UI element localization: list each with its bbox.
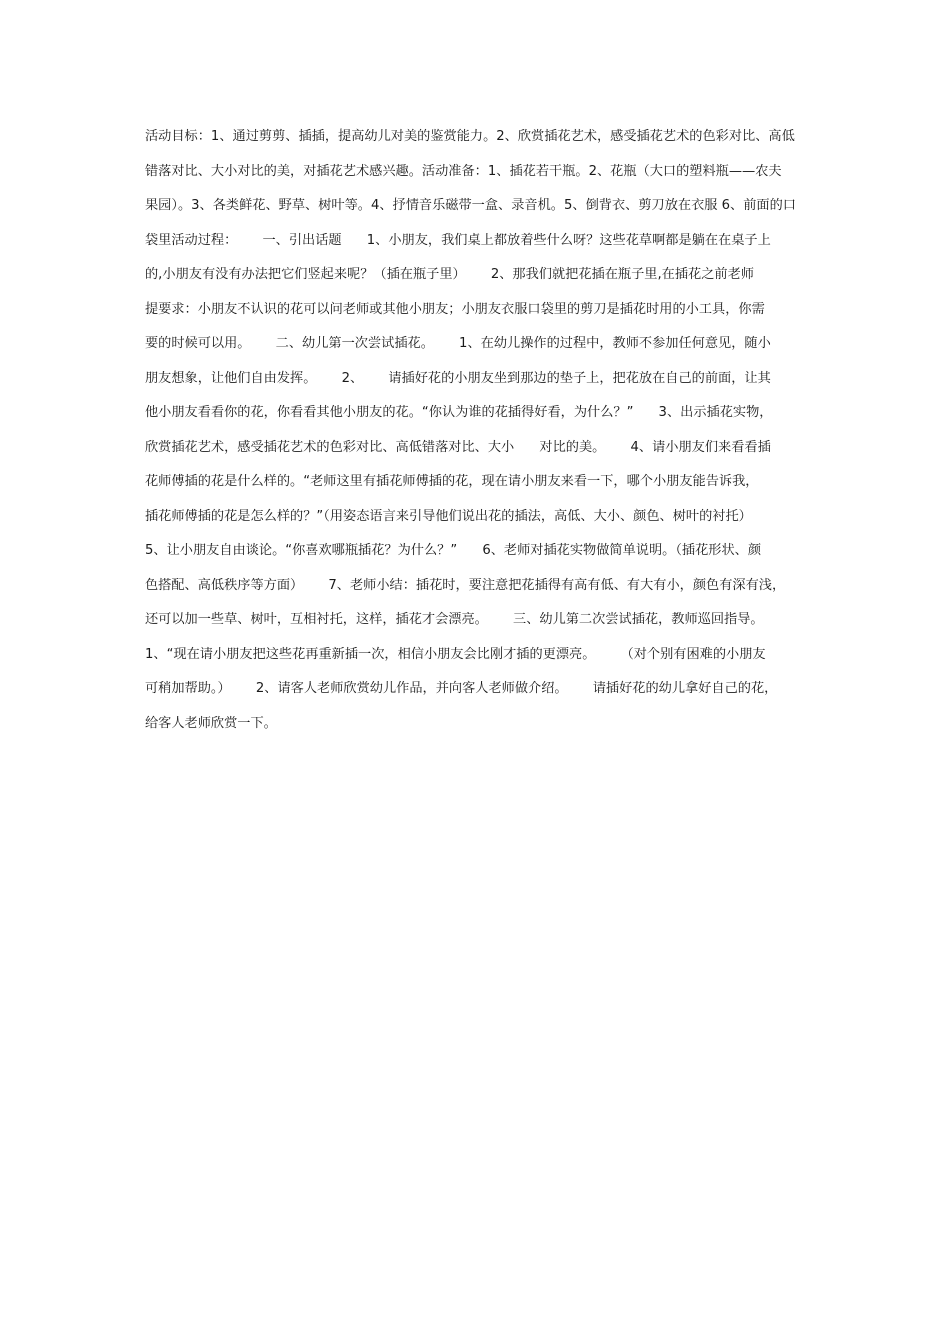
text-line: 要的时候可以用。 二、幼儿第一次尝试插花。 1、在幼儿操作的过程中，教师不参加任何意见，随小 (145, 336, 771, 351)
text-line: 插花师傅插的花是怎么样的？”（用姿态语言来引导他们说出花的插法，高低、大小、颜色、树叶的衬托） (145, 508, 752, 524)
text-line: 果园）。3、各类鲜花、野草、树叶等。4、抒情音乐磁带一盒、录音机。5、倒背衣、剪刀放在衣服 6、前面的口 (145, 198, 796, 213)
text-line: 提要求：小朋友不认识的花可以问老师或其他小朋友；小朋友衣服口袋里的剪刀是插花时用的小工具，你需 (145, 301, 765, 317)
text-line: 朋友想象，让他们自由发挥。 2、 请插好花的小朋友坐到那边的垫子上，把花放在自己的前面，让其 (145, 370, 771, 386)
text-line: 给客人老师欣赏一下。 (145, 715, 277, 731)
text-line: 5、让小朋友自由谈论。“你喜欢哪瓶插花？为什么？” 6、老师对插花实物做简单说明。（插花形状、颜 (145, 543, 762, 558)
text-line: 他小朋友看看你的花，你看看其他小朋友的花。“你认为谁的花插得好看，为什么？” 3、出示插花实物， (145, 405, 773, 420)
text-line: 错落对比、大小对比的美，对插花艺术感兴趣。活动准备：1、插花若干瓶。2、花瓶（大口的塑料瓶——农夫 (145, 163, 782, 179)
text-line: 花师傅插的花是什么样的。“老师这里有插花师傅插的花，现在请小朋友来看一下，哪个小朋友能告诉我， (145, 474, 759, 489)
text-line: 的,小朋友有没有办法把它们竖起来呢？（插在瓶子里） 2、那我们就把花插在瓶子里,在插花之前老师 (145, 267, 754, 282)
text-line: 色搭配、高低秩序等方面） 7、老师小结：插花时，要注意把花插得有高有低、有大有小，颜色有深有浅， (145, 577, 786, 593)
text-line: 袋里活动过程： 一、引出话题 1、小朋友，我们桌上都放着些什么呀？这些花草啊都是躺在在桌子上 (145, 232, 771, 248)
text-line: 活动目标：1、通过剪剪、插插，提高幼儿对美的鉴赏能力。2、欣赏插花艺术，感受插花艺术的色彩对比、高低 (145, 129, 795, 144)
text-line: 欣赏插花艺术，感受插花艺术的色彩对比、高低错落对比、大小 对比的美。 4、请小朋友们来看看插 (145, 439, 771, 455)
text-line: 还可以加一些草、树叶，互相衬托，这样，插花才会漂亮。 三、幼儿第二次尝试插花，教师巡回指导。 (145, 612, 764, 627)
text-line: 1、“现在请小朋友把这些花再重新插一次，相信小朋友会比刚才插的更漂亮。 （对个别有困难的小朋友 (145, 646, 766, 662)
document-body (145, 120, 810, 741)
text-line: 可稍加帮助。） 2、请客人老师欣赏幼儿作品，并向客人老师做介绍。 请插好花的幼儿拿好自己的花， (145, 681, 778, 696)
